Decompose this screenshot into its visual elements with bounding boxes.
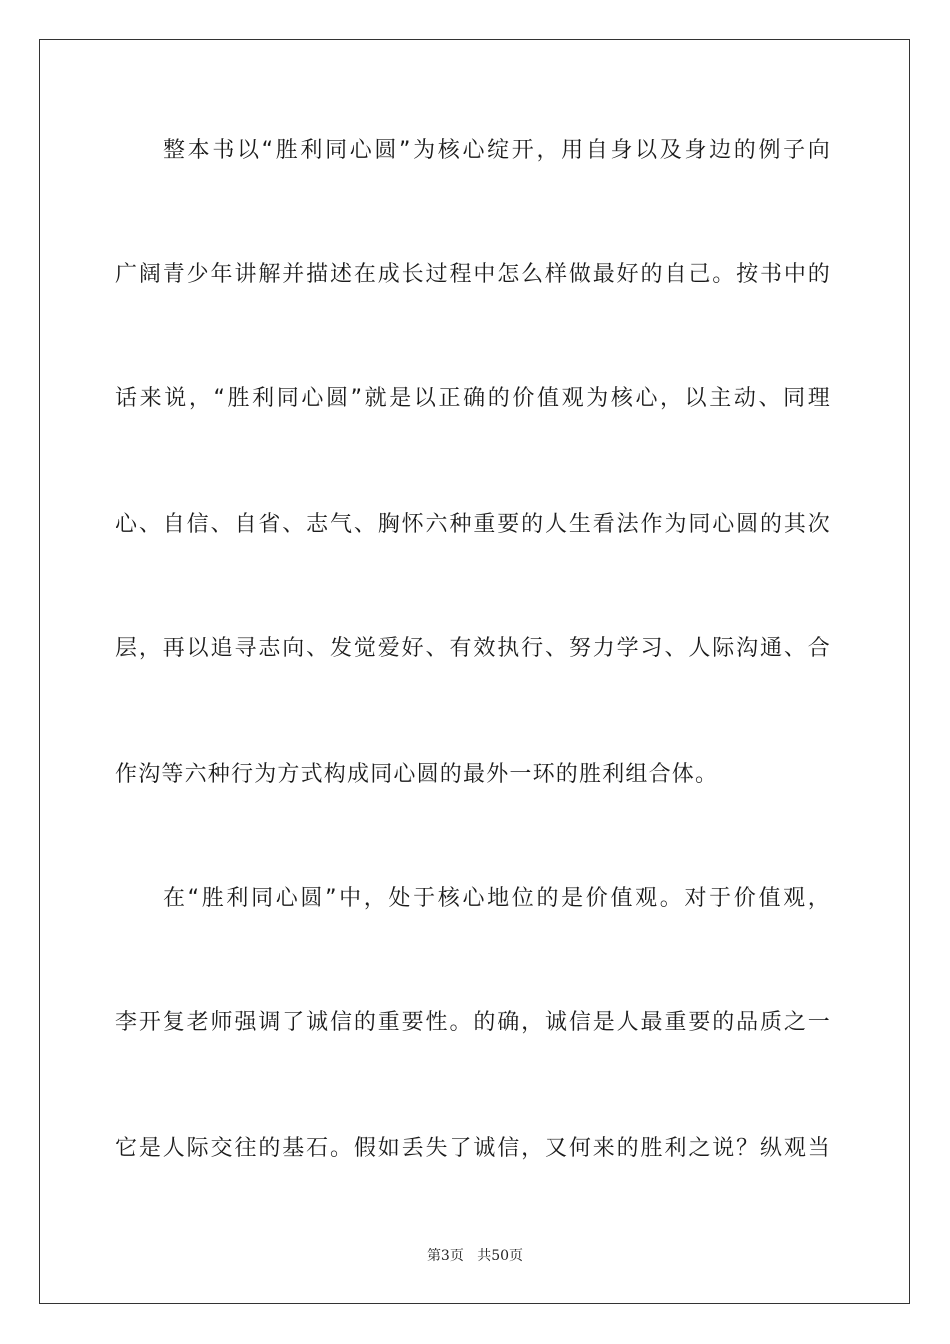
paragraph-1-line-4: 心、自信、自省、志气、胸怀六种重要的人生看法作为同心圆的其次	[115, 512, 831, 537]
paragraph-1-line-2: 广阔青少年讲解并描述在成长过程中怎么样做最好的自己。按书中的	[115, 262, 831, 287]
page-border	[39, 39, 910, 1304]
paragraph-1-line-1: 整本书以“胜利同心圆”为核心绽开，用自身以及身边的例子向	[163, 138, 831, 163]
page-number: 第3页	[426, 1248, 464, 1264]
paragraph-1-line-6: 作沟等六种行为方式构成同心圆的最外一环的胜利组合体。	[115, 762, 719, 787]
total-pages: 共50页	[477, 1248, 524, 1264]
paragraph-2-line-1: 在“胜利同心圆”中，处于核心地位的是价值观。对于价值观，	[163, 886, 831, 911]
paragraph-2-line-2: 李开复老师强调了诚信的重要性。的确，诚信是人最重要的品质之一	[115, 1010, 831, 1035]
paragraph-1-line-5: 层，再以追寻志向、发觉爱好、有效执行、努力学习、人际沟通、合	[115, 636, 831, 661]
paragraph-2-line-3: 它是人际交往的基石。假如丢失了诚信，又何来的胜利之说？纵观当	[115, 1136, 831, 1161]
page-footer	[0, 1246, 950, 1266]
paragraph-1-line-3: 话来说，“胜利同心圆”就是以正确的价值观为核心，以主动、同理	[115, 386, 831, 411]
